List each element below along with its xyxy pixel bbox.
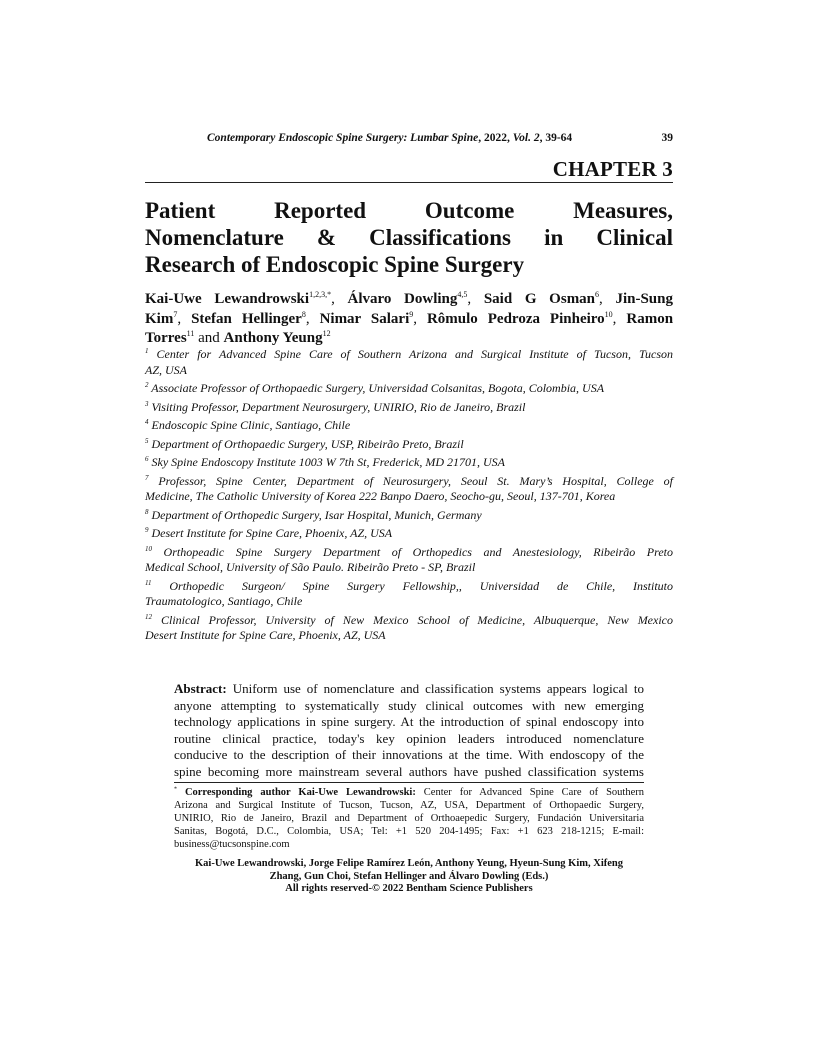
title-line: Nomenclature & Classifications in Clinical [145, 225, 673, 250]
affiliation: $^2$ Associate Professor of Orthopaedic Surgery, Universidad Colsanitas, Bogota, Colombia, USA [145, 381, 605, 395]
page-number: 39 [661, 132, 673, 144]
title-line: Research of Endoscopic Spine Surgery [145, 252, 525, 277]
chapter-label: CHAPTER 3 [552, 157, 673, 181]
abstract-label: Abstract: [174, 681, 227, 696]
author-list [145, 290, 673, 349]
author-line: Torres$^{11}$ and Anthony Yeung$^{12}$ [145, 329, 331, 346]
abstract [174, 681, 644, 780]
author-line: Kai-Uwe Lewandrowski$^{1,2,3,*}$, Álvaro Dowling$^{4,5}$, Said G Osman$^6$, Jin-Sung [145, 290, 673, 307]
affiliation: $^6$ Sky Spine Endoscopy Institute 1003 W 7th St, Frederick, MD 21701, USA [145, 455, 505, 469]
abstract-line: anyone attempting to systematically study clinical outcomes with new emerging [174, 697, 644, 713]
abstract-line: spine becoming more mainstream several authors have pushed classification systems [174, 763, 644, 779]
chapter-title [145, 197, 673, 278]
affiliation: $^7$ Professor, Spine Center, Department of Neurosurgery, Seoul St. Mary’s Hospital, College of Medicine, The Catholic University of Korea 222 Banpo Daero, Seocho-gu, Seoul, 137-701, Korea [145, 473, 673, 503]
abstract-line: routine clinical practice, today's key opinion leaders introduced nomenclature [174, 730, 644, 746]
affiliation: $^4$ Endoscopic Spine Clinic, Santiago, Chile [145, 418, 351, 432]
affiliation: $^{10}$ Orthopeadic Spine Surgery Department of Orthopedics and Anestesiology, Ribeirão Preto Medical School, University of São Paulo. Ribeirão Preto - SP, Brazil [145, 544, 674, 574]
corresponding-author-footnote: * Corresponding author Kai-Uwe Lewandrowski: Center for Advanced Spine Care of Southern Arizona and Surgical Institute of Tucson, Tucson, AZ, USA, Department of Orthopaedic Surgery, UNIRIO, Rio de Janeiro, Brazil and Department of Orthoaepedic Surgery, Fundación Universitaria Sanitas, Bogotá, D.C., Colombia, USA; Tel: +1 520 204-1495; Fax: +1 623 218-1215; E-mail: business@tucsonspine.com [174, 786, 645, 850]
editors-credit: Kai-Uwe Lewandrowski, Jorge Felipe Ramírez León, Anthony Yeung, Hyeun-Sung Kim, Xifeng Zhang, Gun Choi, Stefan Hellinger and Álvaro Dowling (Eds.) All rights reserved-© 2022 Bentham Science Publishers [195, 858, 623, 894]
footnote-rule [174, 782, 644, 783]
affiliation: $^{12}$ Clinical Professor, University of New Mexico School of Medicine, Albuquerque, New Mexico Desert Institute for Spine Care, Phoenix, AZ, USA [145, 612, 673, 642]
title-line: Patient Reported Outcome Measures, [145, 198, 673, 223]
chapter-rule [145, 182, 673, 183]
affiliation: $^3$ Visiting Professor, Department Neurosurgery, UNIRIO, Rio de Janeiro, Brazil [145, 399, 526, 414]
abstract-line: technology applications in spine surgery. At the introduction of spinal endoscopy into [174, 714, 644, 729]
affiliation: $^1$ Center for Advanced Spine Care of Southern Arizona and Surgical Institute of Tucson, Tucson AZ, USA [145, 347, 673, 377]
affiliation-list [145, 347, 673, 647]
affiliation: $^8$ Department of Orthopedic Surgery, Isar Hospital, Munich, Germany [145, 507, 482, 522]
journal-citation: Contemporary Endoscopic Spine Surgery: Lumbar Spine, 2022, Vol. 2, 39-64 [207, 132, 573, 144]
abstract-line: Abstract: Uniform use of nomenclature and classification systems appears logical to [174, 681, 644, 696]
affiliation: $^9$ Desert Institute for Spine Care, Phoenix, AZ, USA [145, 526, 393, 540]
affiliation: $^{11}$ Orthopedic Surgeon/ Spine Surgery Fellowship,, Universidad de Chile, Instituto Traumatologico, Santiago, Chile [145, 578, 674, 608]
abstract-line: conducive to the description of their innovations at the time. With endoscopy of the [174, 747, 644, 762]
affiliation: $^5$ Department of Orthopaedic Surgery, USP, Ribeirão Preto, Brazil [145, 436, 464, 451]
author-line: Kim$^7$, Stefan Hellinger$^8$, Nimar Salari$^9$, Rômulo Pedroza Pinheiro$^{10}$, Ramon [145, 309, 674, 327]
